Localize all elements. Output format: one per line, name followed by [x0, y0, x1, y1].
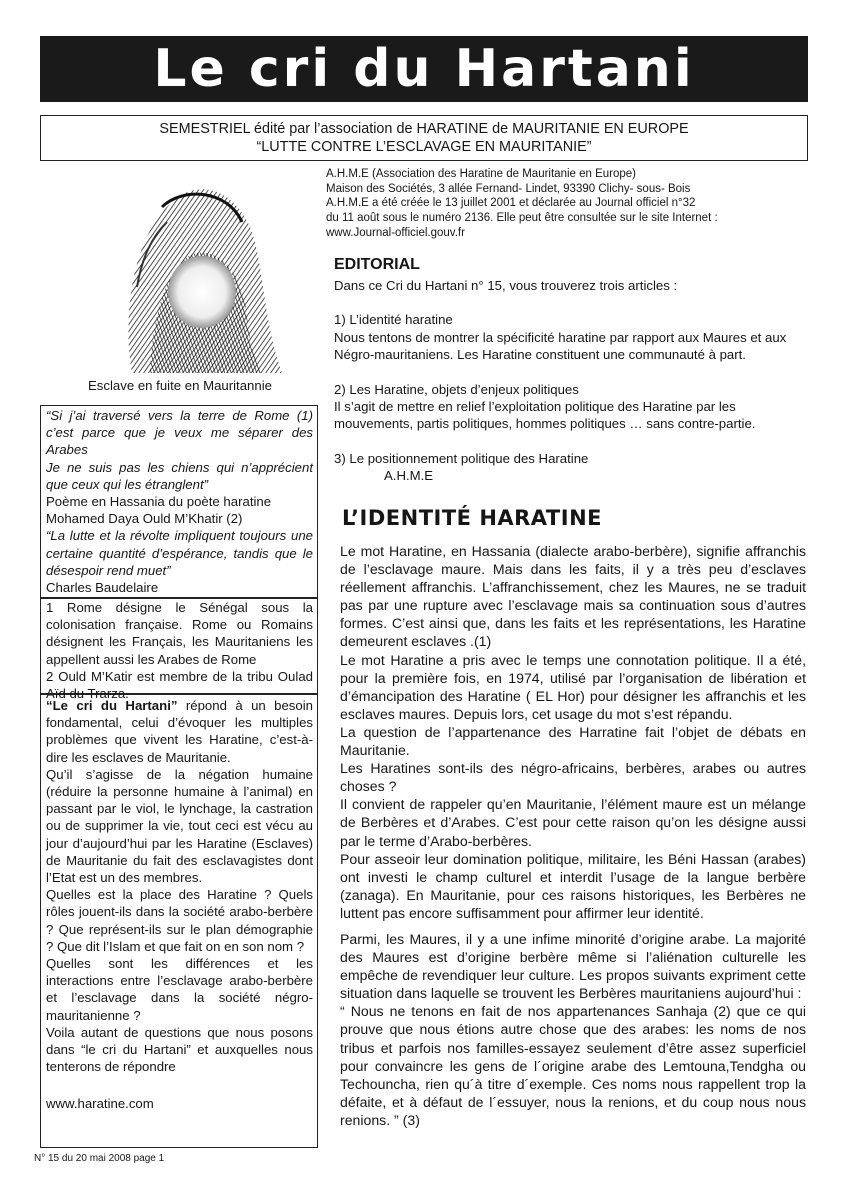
editorial-item-2-text: Il s’agit de mettre en relief l’exploitation politique des Haratine par les mouvements, partis politiques, hommes politiques … sans contre-partie.	[334, 399, 756, 432]
poem-quote-2: “La lutte et la révolte impliquent toujours une certaine quantité d’espérance, tandis que le désespoir rend muet”	[46, 528, 313, 578]
association-url[interactable]: www.Journal-officiel.gouv.fr	[326, 226, 465, 239]
editorial-item-1-text: Nous tentons de montrer la spécificité haratine par rapport aux Maures et aux Négro-mauritaniens. Les Haratine constituent une communauté à part.	[334, 329, 787, 363]
association-info	[326, 167, 816, 241]
association-line: du 11 août sous le numéro 2136. Elle peut être consultée sur le site Internet :	[326, 212, 718, 225]
editorial-item-2-title: 2) Les Haratine, objets d’enjeux politiques	[334, 381, 579, 397]
poem-quote-1b: Je ne suis pas les chiens qui n’apprécient que ceux qui les étranglent”	[46, 459, 313, 492]
article-para: Le mot Haratine a pris avec le temps une connotation politique. Il a été, pour la première fois, en 1974, utilisé par l’organisation de libération et d’émancipation des Haratine ( EL Hor) pour désigner les affranchis et les esclaves maures. Depuis lors, cet usage du mot s’est répandu.	[340, 651, 806, 722]
subtitle-line-2: “LUTTE CONTRE L’ESCLAVAGE EN MAURITANIE”	[256, 139, 592, 155]
footnote-1: 1 Rome désigne le Sénégal sous la colonisation française. Rome ou Romains désignent les Français, les Mauritaniens les appellent aussi les Arabes de Rome	[46, 600, 313, 667]
page-footer: N° 15 du 20 mai 2008 page 1	[34, 1153, 165, 1164]
article-title: L’IDENTITÉ HARATINE	[342, 506, 602, 530]
article-para: Les Haratines sont-ils des négro-africains, berbères, arabes ou autres choses ?	[340, 760, 806, 795]
article-para: Le mot Haratine, en Hassania (dialecte arabo-berbère), signifie affranchis de l’esclavage maure. Mais dans les faits, il y a très peu d’esclaves réellement affranchis. L’affranchissement, chez les Maures, ne se traduit pas par une rupture avec l’esclavage mais sa continuation sous d’autres formes. C’est ainsi que, dans les faits et les représentations, les Haratine demeurent esclaves .(1)	[340, 543, 806, 650]
poem-box	[40, 405, 318, 598]
editorial-item-3-title: 3) Le positionnement politique des Haratine	[334, 450, 589, 466]
article-quote: “ Nous ne tenons en fait de nos appartenances Sanhaja (2) que ce qui prouve que nous étions autre chose que des arabes: les noms de nos tribus et parfois nos familles-essayez seulement d’être assez superficiel pour convaincre les gens de l´origine arabe des Lemtouna,Tendgha ou Techouncha, rien qu´à titre d´exemple. Ces noms nous rappellent trop la défaite, et à défaut de l´essuyer, nous la renions, et du coup nous nous renions. ” (3)	[340, 1003, 806, 1128]
intro-bold-title: “Le cri du Hartani”	[46, 698, 178, 713]
footnotes-box	[40, 598, 318, 702]
subtitle-box	[40, 115, 808, 161]
article-para: Pour asseoir leur domination politique, militaire, les Béni Hassan (arabes) ont investi le champ culturel et interdit l’usage de la langue berbère (zanaga). En Mauritanie, pour ces raisons historiques, les Berbères ne luttent pas encore suffisamment pour affirmer leur identité.	[340, 850, 806, 921]
editorial-intro: Dans ce Cri du Hartani n° 15, vous trouverez trois articles :	[334, 278, 678, 293]
article-para: Il convient de rappeler qu’en Mauritanie, l’élément maure est un mélange de Berbères et d’Arabes. C’est pour cette raison qu’on les désigne aussi par le terme d’Arabo-berbères.	[340, 796, 806, 849]
editorial-item-1-title: 1) L’identité haratine	[334, 312, 453, 328]
association-line: A.H.M.E a été créée le 13 juillet 2001 et déclarée au Journal officiel n°32	[326, 197, 696, 210]
poem-attribution-2: Charles Baudelaire	[46, 580, 159, 596]
footnote-2: 2 Ould M’Katir est membre de la tribu Oulad Aïd du Trarza.	[46, 668, 313, 702]
photo-caption: Esclave en fuite en Mauritannie	[87, 378, 272, 393]
website-link[interactable]: www.haratine.com	[46, 1096, 154, 1112]
association-line: A.H.M.E (Association des Haratine de Mauritanie en Europe)	[326, 168, 637, 180]
intro-para-3: Quelles est la place des Haratine ? Quels rôles jouent-ils dans la société arabo-berbère ? Que représent-ils sur le plan démographie ? Que dit l’Islam et que fait on en son nom ?	[46, 887, 313, 954]
editorial-body	[334, 277, 810, 485]
poem-quote-1: “Si j’ai traversé vers la terre de Rome (1) c’est parce que je veux me séparer des Arabes	[46, 408, 313, 458]
association-line: Maison des Sociétés, 3 allée Fernand- Lindet, 93390 Clichy- sous- Bois	[326, 182, 691, 195]
editorial-signature: A.H.M.E	[384, 468, 434, 484]
article-body	[340, 542, 806, 1129]
article-para: Parmi, les Maures, il y a une infime minorité d’origine arabe. La majorité des Maures est d’origine berbère même si l’aliénation culturelle les empêche de revendiquer leur culture. Les propos suivants expriment cette situation dans laquelle se trouvent les Berbères mauritaniens aujourd’hui :	[340, 930, 806, 1002]
intro-para-1: “Le cri du Hartani” répond à un besoin fondamental, celui d’évoquer les multiples problèmes que vivent les Haratine, c’est-à-dire les esclaves de Mauritanie.	[46, 698, 313, 765]
article-para: La question de l’appartenance des Harratine fait l’objet de débats en Mauritanie.	[340, 723, 806, 759]
subtitle-line-1: SEMESTRIEL édité par l’association de HARATINE de MAURITANIE EN EUROPE	[159, 121, 689, 137]
poem-attribution-1: Poème en Hassania du poète haratine Mohamed Daya Ould M’Khatir (2)	[46, 494, 272, 527]
intro-box	[40, 694, 318, 1148]
portrait-image	[92, 167, 284, 373]
intro-para-4: Quelles sont les différences et les interactions entre l’esclavage arabo-berbère et l’esclavage dans la société négro-mauritanienne ?	[46, 956, 313, 1023]
editorial-title: EDITORIAL	[334, 256, 420, 273]
intro-para-2: Qu’il s’agisse de la négation humaine (réduire la personne humaine à l’animal) en passant par le viol, le lynchage, la castration ou de supprimer la vie, tout ceci est vécu au jour d’aujourd’hui par les Haratine (Esclaves) de Mauritanie du fait des esclavagistes dont l’Etat est un des membres.	[46, 766, 313, 886]
intro-para-5: Voila autant de questions que nous posons dans “le cri du Hartani” et auxquelles nous tenterons de répondre	[46, 1024, 313, 1075]
masthead-title: Le cri du Hartani	[40, 36, 808, 102]
